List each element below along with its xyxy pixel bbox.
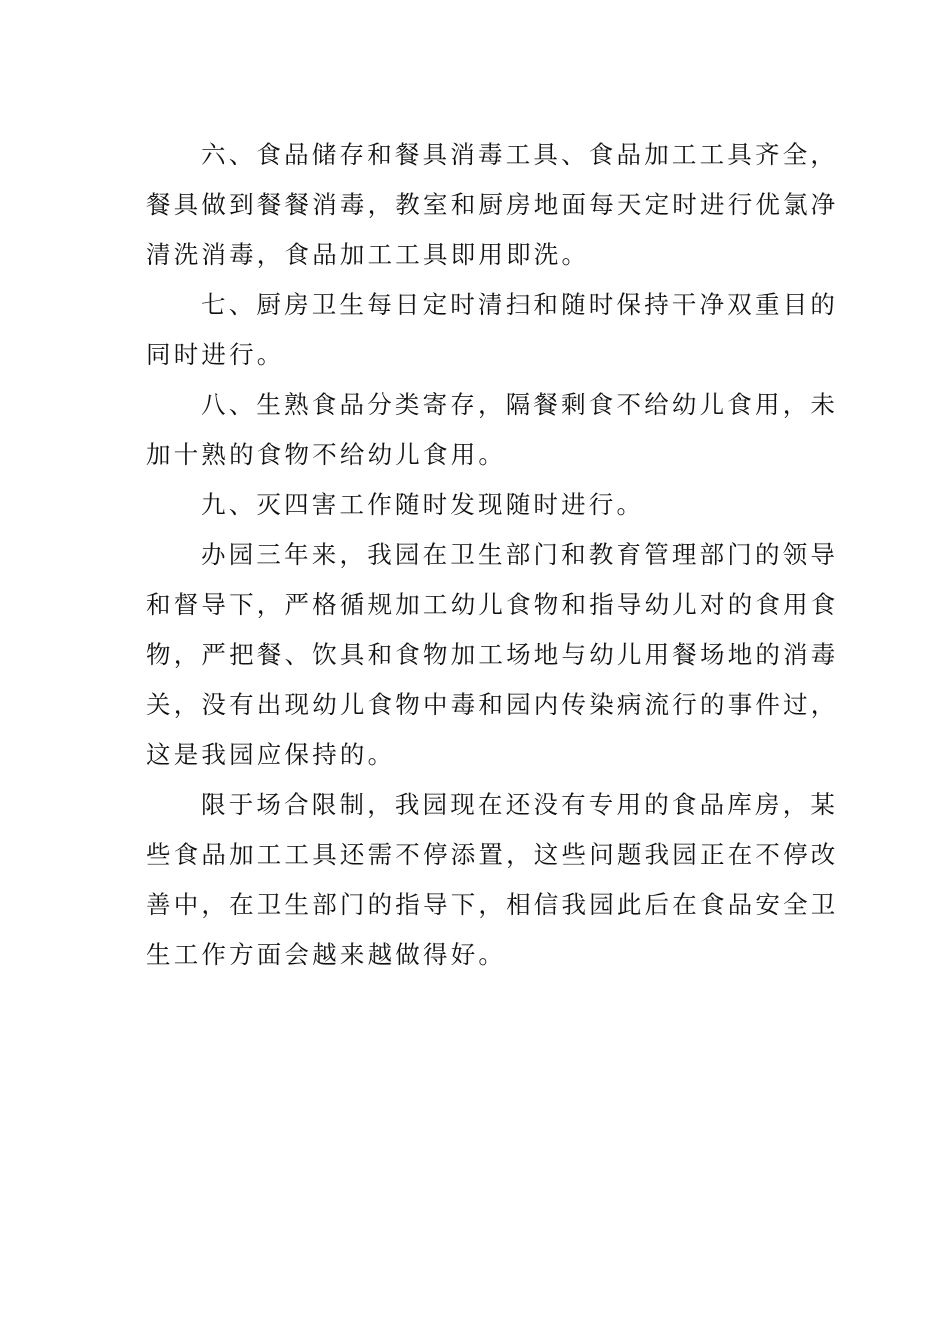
paragraph-summary: [146, 530, 839, 780]
paragraph-7: [146, 280, 839, 380]
paragraph-line: 六、食品储存和餐具消毒工具、食品加工工具齐全，: [201, 140, 839, 169]
paragraph-line: 物，严把餐、饮具和食物加工场地与幼儿用餐场地的消毒: [146, 640, 839, 669]
paragraph-line: 办园三年来，我园在卫生部门和教育管理部门的领导: [201, 540, 839, 569]
paragraph-line: 餐具做到餐餐消毒，教室和厨房地面每天定时进行优氯净: [146, 190, 839, 219]
paragraph-line: 和督导下，严格循规加工幼儿食物和指导幼儿对的食用食: [146, 590, 839, 619]
paragraph-8: [146, 380, 839, 480]
paragraph-line: 这是我园应保持的。: [146, 740, 396, 769]
paragraph-6: [146, 130, 839, 280]
paragraph-line: 些食品加工工具还需不停添置，这些问题我园正在不停改: [146, 840, 839, 869]
paragraph-line: 七、厨房卫生每日定时清扫和随时保持干净双重目的: [201, 290, 839, 319]
paragraph-line: 清洗消毒，食品加工工具即用即洗。: [146, 240, 590, 269]
paragraph-line: 加十熟的食物不给幼儿食用。: [146, 440, 507, 469]
paragraph-line: 生工作方面会越来越做得好。: [146, 940, 507, 969]
document-body: [146, 130, 839, 980]
paragraph-line: 限于场合限制，我园现在还没有专用的食品库房，某: [201, 790, 839, 819]
paragraph-limitations: [146, 780, 839, 980]
paragraph-line: 善中，在卫生部门的指导下，相信我园此后在食品安全卫: [146, 890, 839, 919]
paragraph-line: 九、灭四害工作随时发现随时进行。: [201, 490, 645, 519]
paragraph-9: [146, 480, 806, 530]
paragraph-line: 关，没有出现幼儿食物中毒和园内传染病流行的事件过，: [146, 690, 839, 719]
paragraph-line: 同时进行。: [146, 340, 285, 369]
paragraph-line: 八、生熟食品分类寄存，隔餐剩食不给幼儿食用，未: [201, 390, 839, 419]
